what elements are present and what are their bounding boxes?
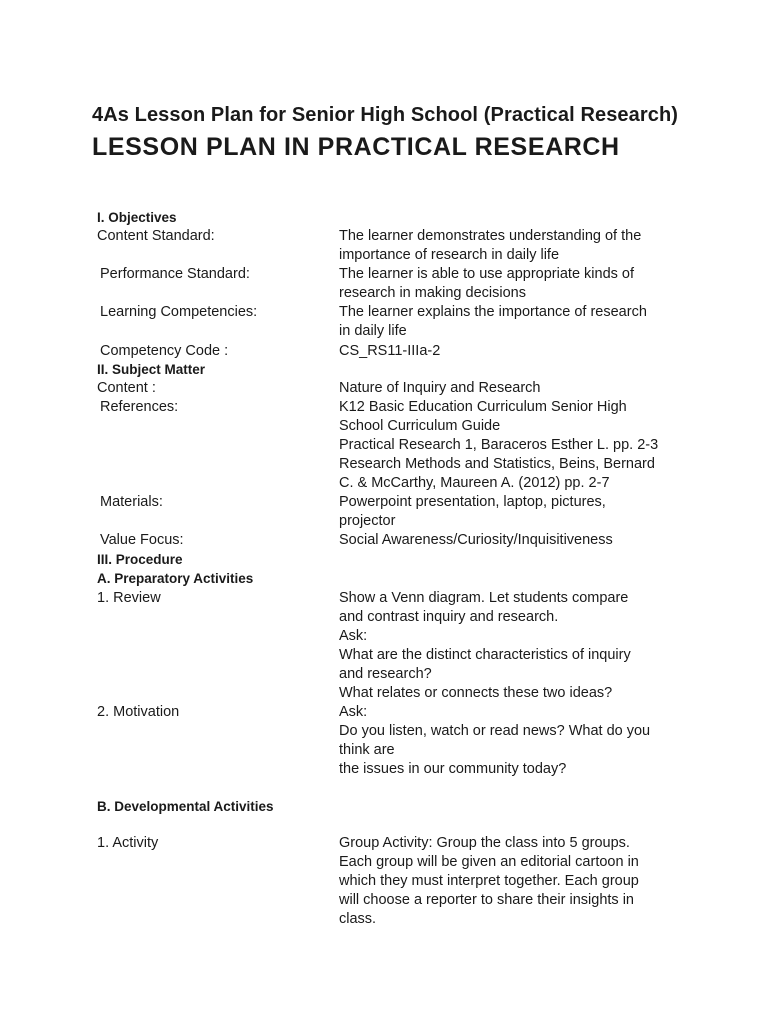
value-review-line-2: and contrast inquiry and research. [339,609,559,625]
value-activity-line-3: which they must interpret together. Each group [339,873,639,889]
document-subtitle: 4As Lesson Plan for Senior High School (Practical Research) [92,104,679,126]
document-title: LESSON PLAN IN PRACTICAL RESEARCH [92,133,620,161]
value-materials-line-1: Powerpoint presentation, laptop, pictures, [339,494,606,510]
value-references-line-3: Practical Research 1, Baraceros Esther L. pp. 2-3 [339,437,659,453]
value-motivation-line-4: the issues in our community today? [339,761,567,777]
value-review-line-1: Show a Venn diagram. Let students compare [339,590,629,606]
value-motivation-line-1: Ask: [339,704,368,720]
value-content: Nature of Inquiry and Research [339,380,541,396]
value-activity-line-2: Each group will be given an editorial cartoon in [339,854,639,870]
label-references: References: [100,399,179,415]
value-review-line-3: Ask: [339,628,368,644]
value-activity-line-4: will choose a reporter to share their insights in [339,892,634,908]
label-content-standard: Content Standard: [97,228,215,244]
value-motivation-line-2: Do you listen, watch or read news? What do you [339,723,651,739]
value-content-standard-line-2: importance of research in daily life [339,247,560,263]
value-materials-line-2: projector [339,513,396,529]
subsection-heading-preparatory: A. Preparatory Activities [97,571,254,586]
value-competency-code: CS_RS11-IIIa-2 [339,343,441,359]
value-value-focus: Social Awareness/Curiosity/Inquisitiveness [339,532,613,548]
label-performance-standard: Performance Standard: [100,266,250,282]
value-learning-competencies-line-1: The learner explains the importance of research [339,304,647,320]
value-review-line-6: What relates or connects these two ideas? [339,685,613,701]
section-heading-objectives: I. Objectives [97,210,177,225]
value-review-line-4: What are the distinct characteristics of inquiry [339,647,631,663]
value-references-line-5: C. & McCarthy, Maureen A. (2012) pp. 2-7 [339,475,610,491]
value-review-line-5: and research? [339,666,432,682]
label-motivation: 2. Motivation [97,704,180,720]
value-performance-standard-line-2: research in making decisions [339,285,526,301]
value-activity-line-5: class. [339,911,377,927]
value-activity-line-1: Group Activity: Group the class into 5 groups. [339,835,630,851]
label-competency-code: Competency Code : [100,343,229,359]
label-value-focus: Value Focus: [100,532,184,548]
section-heading-subject-matter: II. Subject Matter [97,362,206,377]
label-learning-competencies: Learning Competencies: [100,304,258,320]
label-content: Content : [97,380,156,396]
value-motivation-line-3: think are [339,742,395,758]
label-materials: Materials: [100,494,163,510]
value-learning-competencies-line-2: in daily life [339,323,407,339]
section-heading-procedure: III. Procedure [97,552,183,567]
label-review: 1. Review [97,590,161,606]
value-content-standard-line-1: The learner demonstrates understanding of the [339,228,642,244]
value-performance-standard-line-1: The learner is able to use appropriate kinds of [339,266,635,282]
label-activity: 1. Activity [97,835,159,851]
subsection-heading-developmental: B. Developmental Activities [97,799,274,814]
value-references-line-1: K12 Basic Education Curriculum Senior High [339,399,627,415]
value-references-line-4: Research Methods and Statistics, Beins, Bernard [339,456,655,472]
value-references-line-2: School Curriculum Guide [339,418,501,434]
